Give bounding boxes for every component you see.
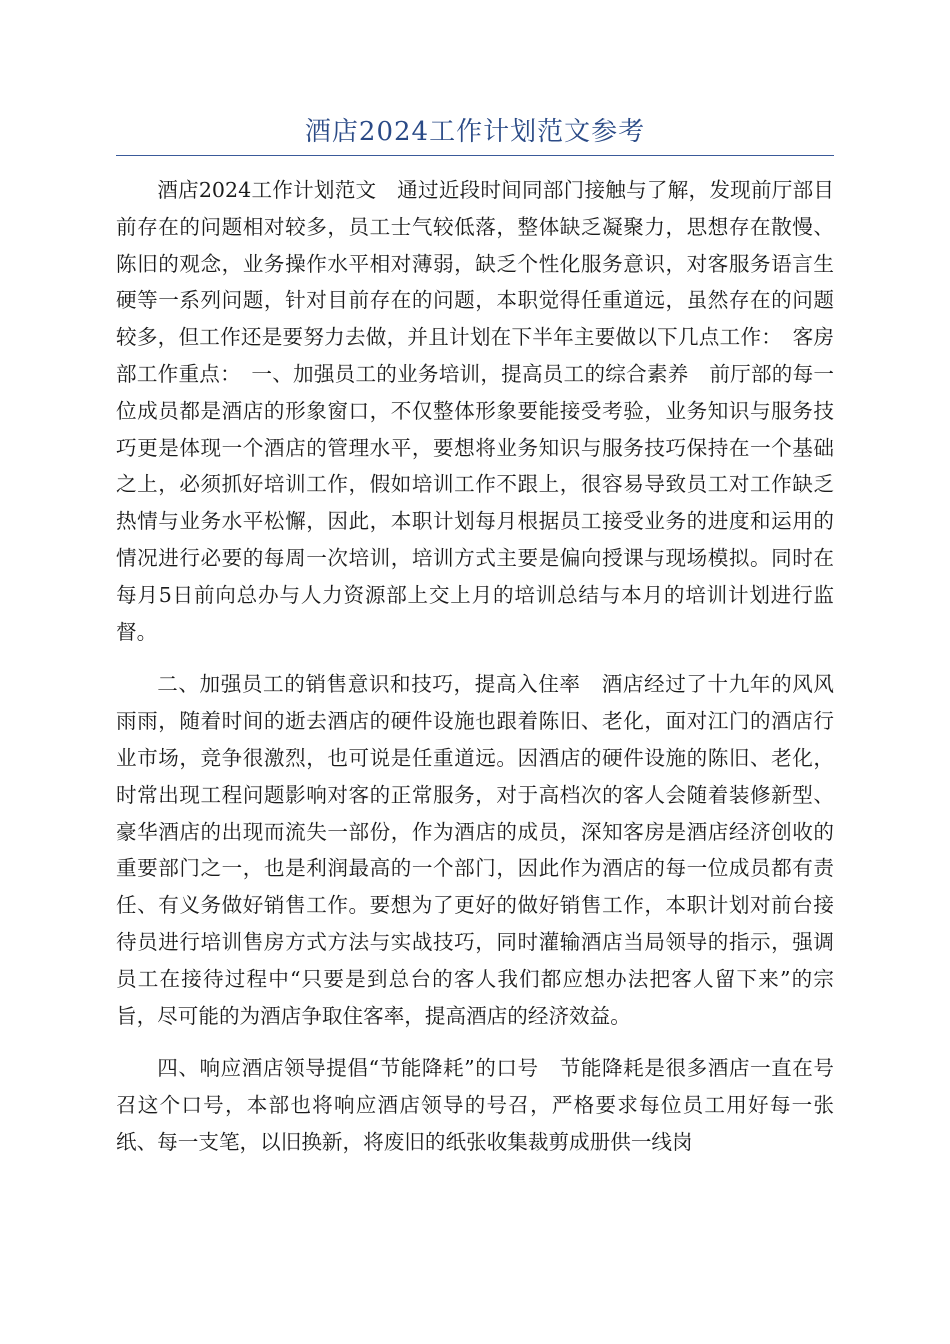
- title-underline: [116, 155, 834, 156]
- document-title: 酒店2024工作计划范文参考: [304, 117, 646, 147]
- document-body: [116, 172, 834, 1177]
- paragraph-3: 四、响应酒店领导提倡“节能降耗”的口号 节能降耗是很多酒店一直在号召这个口号，本部也将响应酒店领导的号召，严格要求每位员工用好每一张纸、每一支笔，以旧换新，将废旧的纸张收集裁剪成册供一线岗: [116, 1056, 834, 1154]
- paragraph-2: 二、加强员工的销售意识和技巧，提高入住率 酒店经过了十九年的风风雨雨，随着时间的逝去酒店的硬件设施也跟着陈旧、老化，面对江门的酒店行业市场，竞争很激烈，也可说是任重道远。因酒店的硬件设施的陈旧、老化，时常出现工程问题影响对客的正常服务，对于高档次的客人会随着装修新型、豪华酒店的出现而流失一部份，作为酒店的成员，深知客房是酒店经济创收的重要部门之一，也是利润最高的一个部门，因此作为酒店的每一位成员都有责任、有义务做好销售工作。要想为了更好的做好销售工作，本职计划对前台接待员进行培训售房方式方法与实战技巧，同时灌输酒店当局领导的指示，强调员工在接待过程中“只要是到总台的客人我们都应想办法把客人留下来”的宗旨，尽可能的为酒店争取住客率，提高酒店的经济效益。: [116, 672, 834, 1028]
- paragraph-1: 酒店2024工作计划范文 通过近段时间同部门接触与了解，发现前厅部目前存在的问题相对较多，员工士气较低落，整体缺乏凝聚力，思想存在散慢、陈旧的观念，业务操作水平相对薄弱，缺乏个性化服务意识，对客服务语言生硬等一系列问题，针对目前存在的问题，本职觉得任重道远，虽然存在的问题较多，但工作还是要努力去做，并且计划在下半年主要做以下几点工作： 客房部工作重点： 一、加强员工的业务培训，提高员工的综合素养 前厅部的每一位成员都是酒店的形象窗口，不仅整体形象要能接受考验，业务知识与服务技巧更是体现一个酒店的管理水平，要想将业务知识与服务技巧保持在一个基础之上，必须抓好培训工作，假如培训工作不跟上，很容易导致员工对工作缺乏热情与业务水平松懈，因此，本职计划每月根据员工接受业务的进度和运用的情况进行必要的每周一次培训，培训方式主要是偏向授课与现场模拟。同时在每月5日前向总办与人力资源部上交上月的培训总结与本月的培训计划进行监督。: [116, 178, 834, 644]
